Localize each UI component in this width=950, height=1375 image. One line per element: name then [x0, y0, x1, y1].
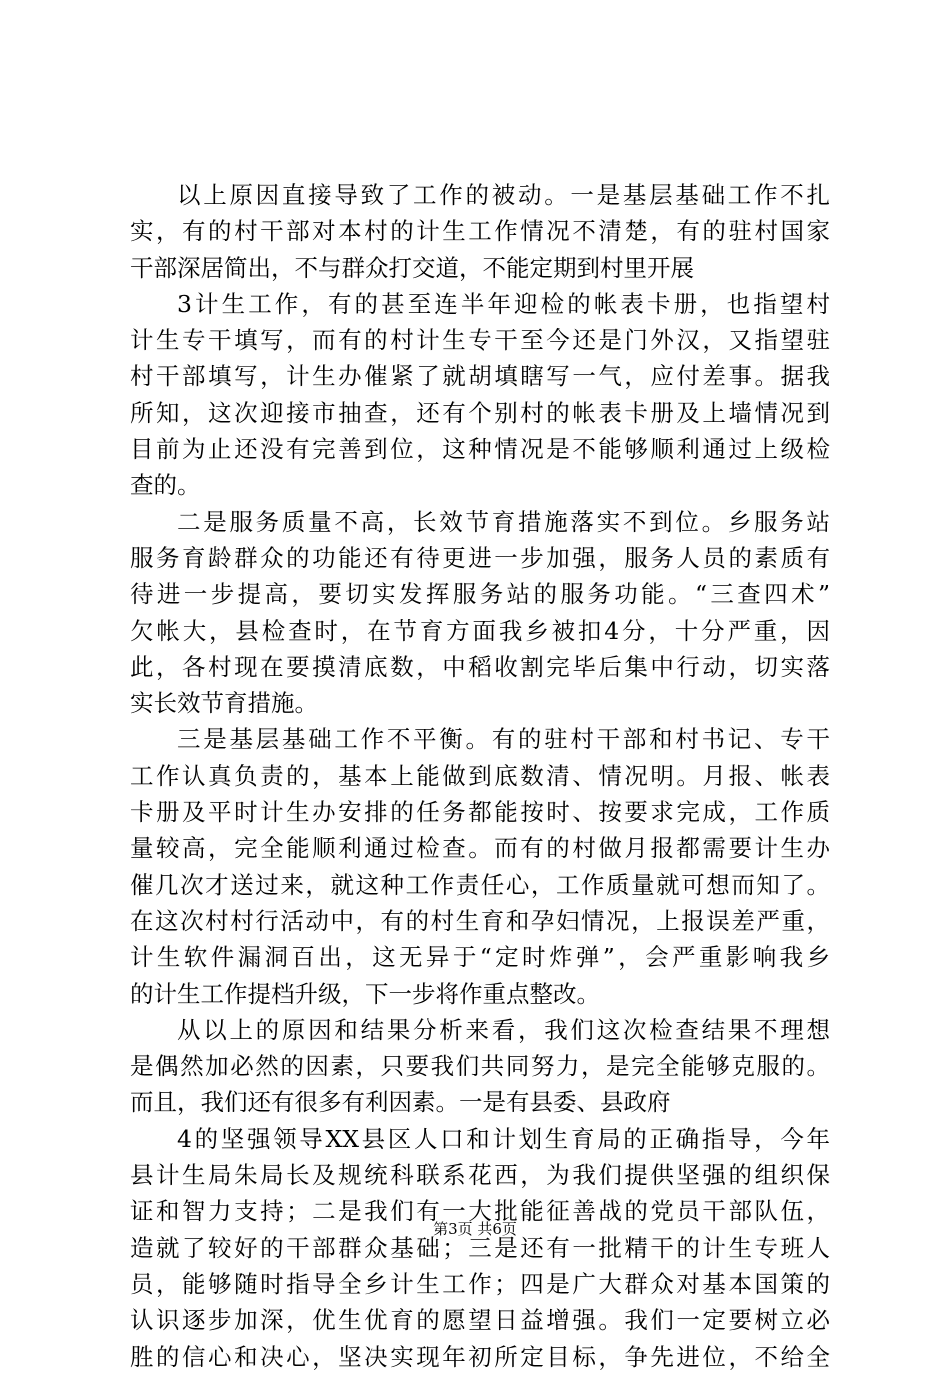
text-line: 认识逐步加深，优生优育的愿望日益增强。我们一定要树立必 — [130, 1306, 830, 1335]
text-line: 3计生工作，有的甚至连半年迎检的帐表卡册，也指望村 — [177, 289, 830, 318]
text-line: 而且，我们还有很多有利因素。一是有县委、县政府 — [130, 1088, 671, 1117]
text-line: 胜的信心和决心，坚决实现年初所定目标，争先进位，不给全 — [130, 1342, 830, 1371]
text-line: 待进一步提高，要切实发挥服务站的服务功能。“三查四术” — [130, 580, 830, 609]
text-line: 查的。 — [130, 471, 201, 500]
text-line: 欠帐大，县检查时，在节育方面我乡被扣4分，十分严重，因 — [130, 616, 830, 645]
text-line: 的计生工作提档升级，下一步将作重点整改。 — [130, 979, 600, 1008]
text-line: 县计生局朱局长及规统科联系花西，为我们提供坚强的组织保 — [130, 1161, 830, 1190]
text-line: 目前为止还没有完善到位，这种情况是不能够顺利通过上级检 — [130, 435, 830, 464]
text-line: 三是基层基础工作不平衡。有的驻村干部和村书记、专干 — [177, 725, 830, 754]
text-line: 计生专干填写，而有的村计生专干至今还是门外汉，又指望驻 — [130, 326, 830, 355]
text-line: 4的坚强领导XX县区人口和计划生育局的正确指导，今年 — [177, 1124, 830, 1153]
text-line: 催几次才送过来，就这种工作责任心，工作质量就可想而知了。 — [130, 870, 830, 899]
text-line: 从以上的原因和结果分析来看，我们这次检查结果不理想 — [177, 1015, 830, 1044]
text-line: 实，有的村干部对本村的计生工作情况不清楚，有的驻村国家 — [130, 217, 830, 246]
text-line: 服务育龄群众的功能还有待更进一步加强，服务人员的素质有 — [130, 543, 830, 572]
text-line: 造就了较好的干部群众基础；三是还有一批精干的计生专班人 — [130, 1233, 830, 1262]
text-line: 卡册及平时计生办安排的任务都能按时、按要求完成，工作质 — [130, 798, 830, 827]
text-line: 实长效节育措施。 — [130, 689, 318, 718]
document-body — [130, 177, 830, 1375]
text-line: 证和智力支持；二是我们有一大批能征善战的党员干部队伍， — [130, 1197, 830, 1226]
text-line: 量较高，完全能顺利通过检查。而有的村做月报都需要计生办 — [130, 834, 830, 863]
text-line: 工作认真负责的，基本上能做到底数清、情况明。月报、帐表 — [130, 761, 830, 790]
text-line: 在这次村村行活动中，有的村生育和孕妇情况，上报误差严重， — [130, 906, 830, 935]
paragraph — [130, 1012, 830, 1121]
paragraph — [130, 1121, 830, 1375]
paragraph — [130, 286, 830, 504]
text-line: 村干部填写，计生办催紧了就胡填瞎写一气，应付差事。据我 — [130, 362, 830, 391]
text-line: 计生软件漏洞百出，这无异于“定时炸弹”，会严重影响我乡 — [130, 943, 830, 972]
text-line: 二是服务质量不高，长效节育措施落实不到位。乡服务站 — [177, 507, 830, 536]
text-line: 此，各村现在要摸清底数，中稻收割完毕后集中行动，切实落 — [130, 652, 830, 681]
paragraph — [130, 721, 830, 1011]
text-line: 是偶然加必然的因素，只要我们共同努力，是完全能够克服的。 — [130, 1052, 830, 1081]
text-line: 所知，这次迎接市抽查，还有个别村的帐表卡册及上墙情况到 — [130, 398, 830, 427]
text-line: 以上原因直接导致了工作的被动。一是基层基础工作不扎 — [177, 181, 830, 209]
text-line: 干部深居简出，不与群众打交道，不能定期到村里开展 — [130, 253, 694, 282]
page-footer: 第3页 共6页 — [433, 1220, 517, 1238]
paragraph — [130, 177, 830, 286]
text-line: 员，能够随时指导全乡计生工作；四是广大群众对基本国策的 — [130, 1269, 830, 1298]
paragraph — [130, 504, 830, 722]
